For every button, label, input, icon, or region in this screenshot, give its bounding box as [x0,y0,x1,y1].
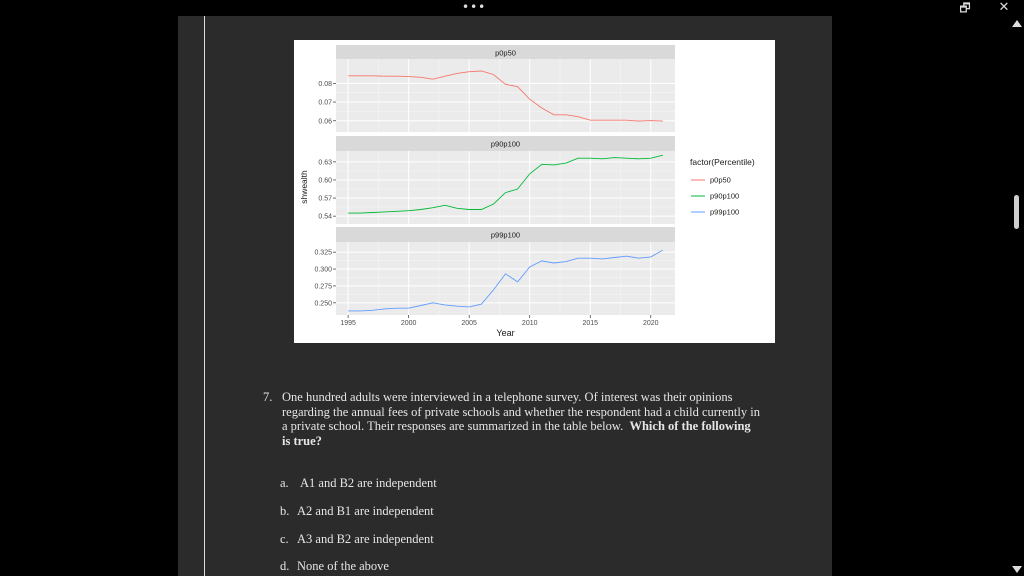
faceted-line-chart [294,40,775,343]
question-prompt: Which of the following is true? [282,419,751,448]
x-tick-label: 1995 [340,320,356,327]
legend-title: factor(Percentile) [690,157,755,167]
y-tick-label: 0.54 [318,213,332,221]
option-b[interactable] [280,504,434,518]
option-letter: a. [280,476,289,490]
scroll-down-arrow-icon[interactable] [1012,566,1022,573]
y-tick-label: 0.08 [318,80,332,88]
facet-strip-label: p0p50 [495,48,516,58]
scroll-up-arrow-icon[interactable] [1012,20,1022,27]
question-body: One hundred adults were interviewed in a telephone survey. Of interest was their opinions regarding the annual fees of private schools and whether the respondent had a child currently in a private school. Their responses are summarized in the table below. [282,390,760,433]
y-tick-label: 0.325 [314,249,332,257]
option-text: A1 and B2 are independent [300,476,437,490]
y-tick-label: 0.07 [318,99,332,107]
x-tick-label: 2000 [400,320,417,327]
legend-label: p99p100 [710,207,740,217]
y-tick-label: 0.57 [318,195,332,203]
facet-strip-label: p90p100 [490,139,521,149]
option-text: A2 and B1 are independent [297,504,434,518]
y-axis-title: shwealth [299,170,309,204]
x-tick-label: 2020 [642,320,659,327]
question-text [282,390,762,448]
option-letter: b. [280,504,290,518]
y-tick-label: 0.300 [314,266,332,274]
x-tick-label: 2005 [461,320,477,327]
y-tick-label: 0.60 [318,177,332,185]
chart-figure [294,40,775,343]
question-number: 7. [263,390,273,404]
vertical-scrollbar[interactable] [1010,16,1024,576]
option-c[interactable] [280,532,434,546]
panel-background [336,242,675,315]
legend-label: p0p50 [710,175,731,185]
option-a[interactable] [280,476,437,490]
more-dots-icon[interactable]: ••• [462,0,487,14]
scroll-thumb[interactable] [1014,195,1019,229]
option-text: None of the above [297,559,389,573]
close-button[interactable]: ✕ [998,0,1010,15]
title-bar [0,0,1024,16]
page-margin-line [204,16,205,576]
option-letter: c. [280,532,289,546]
x-tick-label: 2015 [582,320,599,327]
option-text: A3 and B2 are independent [297,532,434,546]
restore-button[interactable]: 🗗 [959,1,971,15]
facet-strip-label: p99p100 [490,230,521,240]
y-tick-label: 0.250 [314,300,332,308]
y-tick-label: 0.63 [318,159,332,167]
legend-label: p90p100 [710,191,740,201]
y-tick-label: 0.06 [318,118,332,126]
x-axis-title: Year [496,328,515,338]
x-tick-label: 2010 [521,320,538,327]
option-letter: d. [280,559,290,573]
option-d[interactable] [280,559,389,573]
y-tick-label: 0.275 [314,283,332,291]
